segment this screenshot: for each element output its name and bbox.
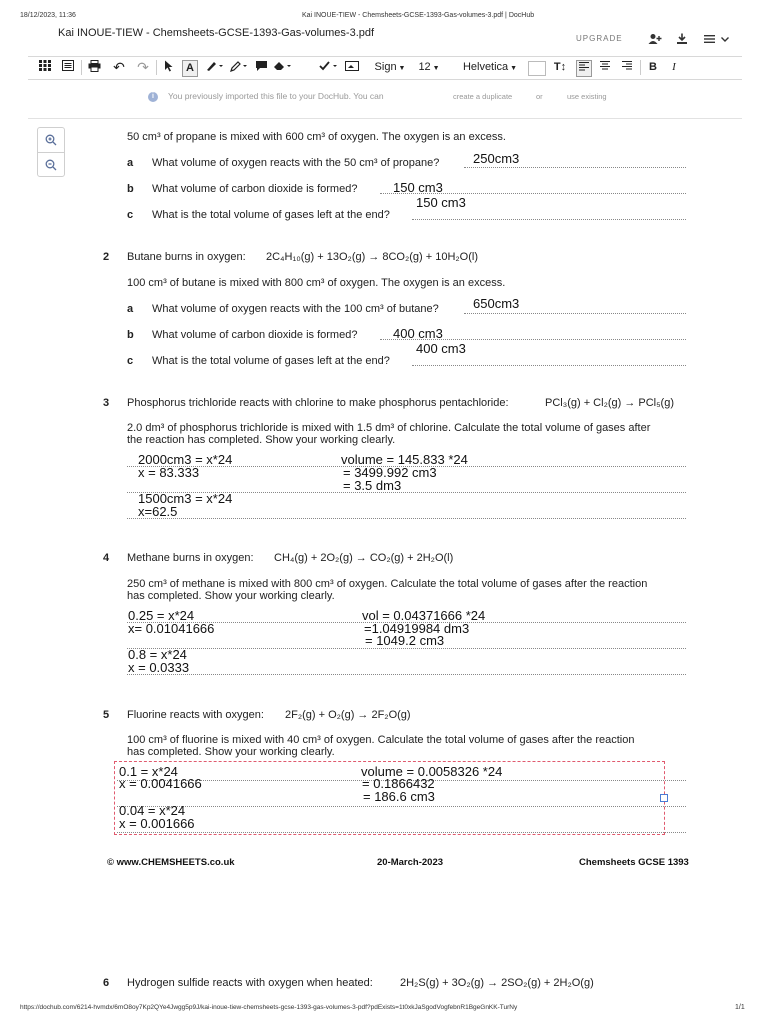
footer-sheet-id: Chemsheets GCSE 1393 xyxy=(579,857,689,868)
q5-work-2[interactable]: x = 0.0041666 xyxy=(119,776,202,791)
q1a-label: a xyxy=(127,157,134,169)
q2a-answer[interactable]: 650cm3 xyxy=(473,296,520,311)
add-user-icon[interactable] xyxy=(648,33,662,45)
q5-work-1[interactable]: 0.1 = x*24 xyxy=(119,764,178,779)
select-cursor-icon[interactable] xyxy=(162,60,176,75)
use-existing-link[interactable]: use existing xyxy=(567,92,607,101)
q3-equation: PCl₃(g) + Cl₂(g) → PCl₅(g) xyxy=(545,397,674,409)
q2a-answer-line xyxy=(464,313,686,314)
font-family-value: Helvetica xyxy=(462,61,509,73)
q1b-label: b xyxy=(127,183,134,195)
q4-work-right-2[interactable]: =1.04919984 dm3 xyxy=(364,621,470,636)
download-icon[interactable] xyxy=(675,33,689,45)
image-icon[interactable] xyxy=(344,60,360,75)
upgrade-button[interactable]: UPGRADE xyxy=(576,34,623,43)
q3-work-4[interactable]: x=62.5 xyxy=(138,504,178,519)
pen-tool-icon[interactable] xyxy=(204,60,226,75)
create-duplicate-link[interactable]: create a duplicate xyxy=(453,92,513,101)
q3-number: 3 xyxy=(103,397,110,409)
q2c-label: c xyxy=(127,355,134,367)
q5-intro-line1: 100 cm³ of fluorine is mixed with 40 cm³ of oxygen. Calculate the total volume of gases after the reaction xyxy=(127,734,635,746)
q1c-label: c xyxy=(127,209,134,221)
q2a-label: a xyxy=(127,303,134,315)
q2b-label: b xyxy=(127,329,134,341)
import-notice-text: You previously imported this file to your DocHub. You can xyxy=(168,91,384,101)
q4-intro-line1: 250 cm³ of methane is mixed with 800 cm³ of oxygen. Calculate the total volume of gases after the reaction xyxy=(127,578,648,590)
print-datetime: 18/12/2023, 11:36 xyxy=(20,12,76,19)
q4-work-2[interactable]: x= 0.01041666 xyxy=(128,621,215,636)
q4-work-right-3[interactable]: = 1049.2 cm3 xyxy=(365,633,445,648)
q2b-answer[interactable]: 400 cm3 xyxy=(393,326,443,341)
undo-icon[interactable]: ↶ xyxy=(113,59,125,75)
zoom-in-icon[interactable] xyxy=(38,128,64,151)
chevron-down-icon[interactable] xyxy=(718,33,732,45)
text-tool-button[interactable]: A xyxy=(182,60,198,77)
q4-work-1[interactable]: 0.25 = x*24 xyxy=(128,608,195,623)
q3-title: Phosphorus trichloride reacts with chlorine to make phosphorus pentachloride: xyxy=(127,397,509,409)
q4-work-3[interactable]: 0.8 = x*24 xyxy=(128,647,187,662)
q4-title: Methane burns in oxygen: xyxy=(127,552,254,564)
q3-work-1[interactable]: 2000cm3 = x*24 xyxy=(138,452,233,467)
q6-equation: 2H₂S(g) + 3O₂(g) → 2SO₂(g) + 2H₂O(g) xyxy=(400,977,594,989)
q1c-answer[interactable]: 150 cm3 xyxy=(416,195,466,210)
sign-dropdown[interactable]: Sign ▼ xyxy=(374,61,406,73)
q1c-text: What is the total volume of gases left at the end? xyxy=(152,209,390,221)
q4-work-line-3 xyxy=(127,674,686,675)
q5-equation: 2F₂(g) + O₂(g) → 2F₂O(g) xyxy=(285,709,411,721)
footer-date: 20-March-2023 xyxy=(377,857,444,868)
q4-equation: CH₄(g) + 2O₂(g) → CO₂(g) + 2H₂O(l) xyxy=(274,552,454,564)
eraser-icon[interactable] xyxy=(272,60,294,75)
footer-website: © www.CHEMSHEETS.co.uk xyxy=(107,857,235,868)
q5-work-right-3[interactable]: = 186.6 cm3 xyxy=(363,789,435,804)
q4-number: 4 xyxy=(103,552,110,564)
print-icon[interactable] xyxy=(87,60,101,75)
q2-intro: 100 cm³ of butane is mixed with 800 cm³ of oxygen. The oxygen is an excess. xyxy=(127,277,506,289)
q2a-text: What volume of oxygen reacts with the 100 cm³ of butane? xyxy=(152,303,439,315)
q3-work-line-3 xyxy=(127,518,686,519)
notice-or-text: or xyxy=(536,92,543,101)
align-right-icon[interactable] xyxy=(620,60,634,75)
q4-work-4[interactable]: x = 0.0333 xyxy=(128,660,190,675)
font-size-dropdown[interactable]: 12 ▼ xyxy=(418,61,440,73)
font-size-value: 12 xyxy=(418,61,431,73)
q3-intro-line2: the reaction has completed. Show your working clearly. xyxy=(127,434,396,446)
q2-number: 2 xyxy=(103,251,110,263)
q1a-answer-line xyxy=(464,167,686,168)
q2c-answer[interactable]: 400 cm3 xyxy=(416,341,466,356)
q1a-text: What volume of oxygen reacts with the 50 cm³ of propane? xyxy=(152,157,440,169)
menu-icon[interactable] xyxy=(703,33,717,45)
pages-icon[interactable] xyxy=(61,60,75,75)
q4-work-right-1[interactable]: vol = 0.04371666 *24 xyxy=(362,608,486,623)
comment-icon[interactable] xyxy=(254,60,268,75)
bold-button[interactable]: B xyxy=(649,61,657,73)
print-url: https://dochub.com/6214-hvmdx/6mO8oy7Kp2QYe4Jwgg5p9J/kai-inoue-tiew-chemsheets-gcse-1393-gas-volumes-3-pdf?pdExists=1t0xkJaSgodVogfebnR1BgeGnKK-TurNy xyxy=(20,1004,518,1011)
resize-handle[interactable] xyxy=(660,794,668,802)
q3-work-3[interactable]: 1500cm3 = x*24 xyxy=(138,491,233,506)
q4-work-line-2 xyxy=(127,648,686,649)
q2-title: Butane burns in oxygen: xyxy=(127,251,246,263)
zoom-out-icon[interactable] xyxy=(38,153,64,176)
q1b-answer[interactable]: 150 cm3 xyxy=(393,180,443,195)
sign-label: Sign xyxy=(374,61,397,73)
q5-number: 5 xyxy=(103,709,110,721)
q3-work-2[interactable]: x = 83.333 xyxy=(138,465,200,480)
q3-work-right-3[interactable]: = 3.5 dm3 xyxy=(343,478,402,493)
q5-work-right-1[interactable]: volume = 0.0058326 *24 xyxy=(361,764,503,779)
highlighter-icon[interactable] xyxy=(228,60,250,75)
q2-equation: 2C₄H₁₀(g) + 13O₂(g) → 8CO₂(g) + 10H₂O(l) xyxy=(266,251,479,263)
q1-intro: 50 cm³ of propane is mixed with 600 cm³ of oxygen. The oxygen is an excess. xyxy=(127,131,506,143)
q2c-answer-line xyxy=(412,365,686,366)
q6-number: 6 xyxy=(103,977,110,989)
print-page-title: Kai INOUE-TIEW - Chemsheets-GCSE-1393-Gas-volumes-3.pdf | DocHub xyxy=(302,12,535,19)
italic-button[interactable]: I xyxy=(672,61,676,73)
q3-intro-line1: 2.0 dm³ of phosphorus trichloride is mixed with 1.5 dm³ of chlorine. Calculate the total volume of gases after xyxy=(127,422,651,434)
editor-toolbar xyxy=(28,56,742,80)
redo-icon[interactable]: ↷ xyxy=(137,59,149,75)
q2b-text: What volume of carbon dioxide is formed? xyxy=(152,329,358,341)
q1c-answer-line xyxy=(412,219,686,220)
zoom-control xyxy=(37,127,65,177)
q3-work-right-2[interactable]: = 3499.992 cm3 xyxy=(343,465,437,480)
q4-intro-line2: has completed. Show your working clearly. xyxy=(127,590,335,602)
document-top-edge xyxy=(28,118,742,119)
align-left-icon[interactable] xyxy=(576,60,592,77)
q3-work-right-1[interactable]: volume = 145.833 *24 xyxy=(341,452,468,467)
q5-work-4[interactable]: x = 0.001666 xyxy=(119,816,195,831)
q5-intro-line2: has completed. Show your working clearly. xyxy=(127,746,335,758)
align-center-icon[interactable] xyxy=(598,60,612,75)
info-icon: i xyxy=(148,92,158,102)
q5-work-3[interactable]: 0.04 = x*24 xyxy=(119,803,186,818)
font-family-dropdown[interactable]: Helvetica ▼ xyxy=(462,61,518,73)
q1b-text: What volume of carbon dioxide is formed? xyxy=(152,183,358,195)
q1a-answer[interactable]: 250cm3 xyxy=(473,151,520,166)
q5-title: Fluorine reacts with oxygen: xyxy=(127,709,264,721)
checkmark-icon[interactable] xyxy=(318,60,340,75)
q2c-text: What is the total volume of gases left at the end? xyxy=(152,355,390,367)
q6-title: Hydrogen sulfide reacts with oxygen when heated: xyxy=(127,977,373,989)
text-size-icon[interactable]: T↕ xyxy=(553,61,567,73)
q5-work-right-2[interactable]: = 0.1866432 xyxy=(362,776,435,791)
document-title[interactable]: Kai INOUE-TIEW - Chemsheets-GCSE-1393-Gas-volumes-3.pdf xyxy=(58,27,375,39)
text-color-swatch[interactable] xyxy=(528,61,546,76)
grid-view-icon[interactable] xyxy=(38,60,52,75)
print-page-number: 1/1 xyxy=(735,1004,745,1011)
